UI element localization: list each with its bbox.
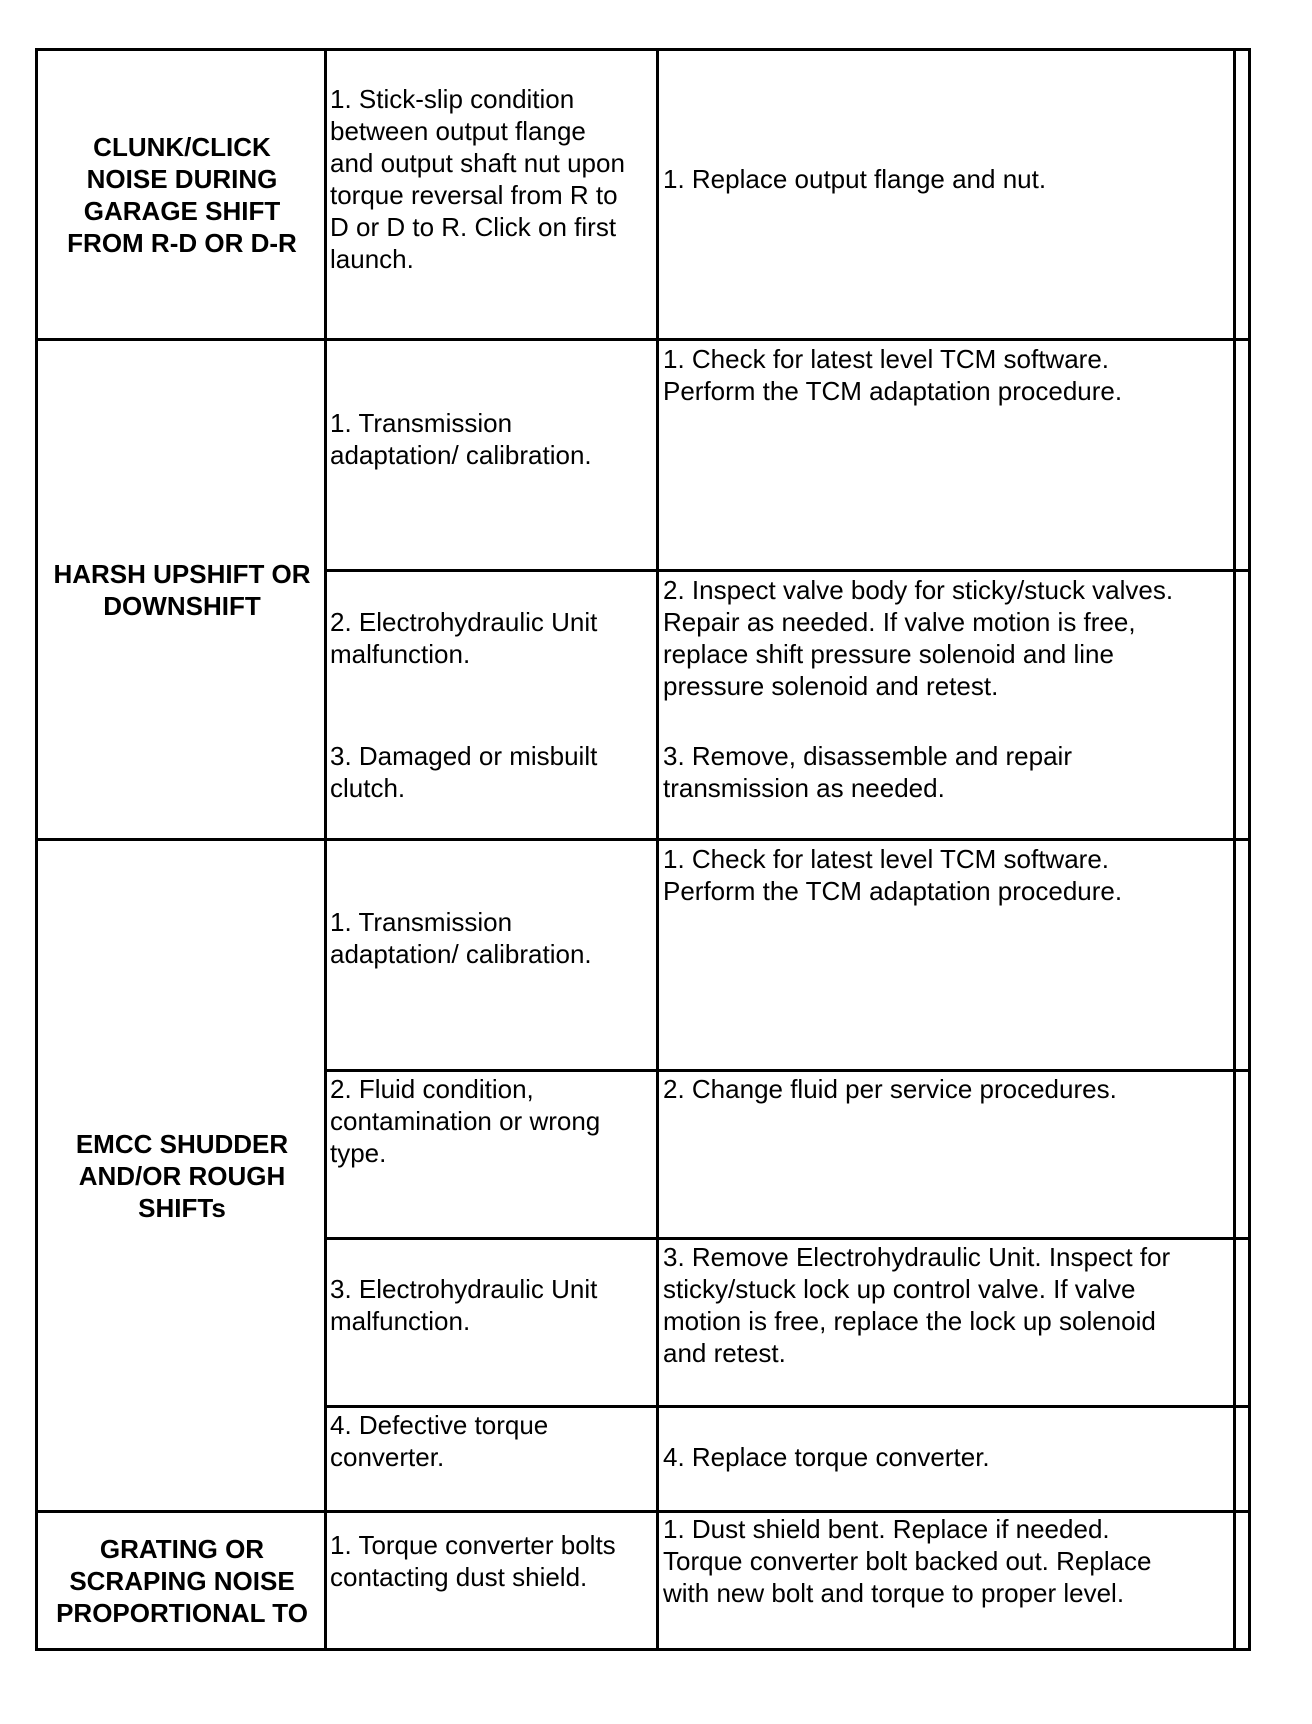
correction-text: 1. Dust shield bent. Replace if needed. Torque converter bolt backed out. Replace with new bolt and torque to proper level. [663,1514,1152,1608]
sub-row-divider [324,1069,1248,1072]
cause-cell [330,83,658,275]
symptom-text: CLUNK/CLICK NOISE DURING GARAGE SHIFT FROM R-D OR D-R [67,131,297,258]
correction-cell [663,1073,1263,1105]
cause-cell [330,1409,658,1473]
cause-cell [330,740,658,804]
symptom-text: HARSH UPSHIFT OR DOWNSHIFT [53,558,311,621]
cause-text: 1. Torque converter bolts contacting dust shield. [330,1530,616,1592]
symptom-cell [38,51,326,338]
cause-text: 4. Defective torque converter. [330,1410,549,1472]
symptom-text: EMCC SHUDDER AND/OR ROUGH SHIFTs [75,1128,289,1223]
cause-text: 1. Transmission adaptation/ calibration. [330,907,592,969]
correction-text: 3. Remove Electrohydraulic Unit. Inspect for sticky/stuck lock up control valve. If valve motion is free, replace the lock up solenoid and retest. [663,1242,1171,1368]
cause-cell [330,606,658,670]
correction-cell [663,343,1263,407]
correction-cell [663,574,1263,702]
cause-cell [330,407,658,471]
correction-text: 4. Replace torque converter. [663,1442,990,1472]
correction-text: 1. Replace output flange and nut. [663,164,1047,194]
correction-text: 2. Change fluid per service procedures. [663,1074,1117,1104]
correction-text: 1. Check for latest level TCM software. Perform the TCM adaptation procedure. [663,344,1123,406]
cause-text: 2. Electrohydraulic Unit malfunction. [330,607,598,669]
correction-cell [663,1441,1263,1473]
cause-cell [330,906,658,970]
symptom-cell [38,1513,326,1648]
cause-text: 1. Transmission adaptation/ calibration. [330,408,592,470]
cause-text: 2. Fluid condition, contamination or wrong type. [330,1074,601,1168]
correction-cell [663,163,1263,195]
correction-text: 2. Inspect valve body for sticky/stuck valves. Repair as needed. If valve motion is free, replace shift pressure solenoid and line pressure solenoid and retest. [663,575,1174,701]
sub-row-divider [324,1237,1248,1240]
symptom-cell [38,841,326,1510]
cause-text: 3. Damaged or misbuilt clutch. [330,741,598,803]
correction-text: 1. Check for latest level TCM software. Perform the TCM adaptation procedure. [663,844,1123,906]
cause-cell [330,1529,658,1593]
correction-cell [663,843,1263,907]
cause-cell [330,1273,658,1337]
correction-cell [663,1513,1263,1609]
sub-row-divider [324,569,1248,572]
correction-cell [663,1241,1263,1369]
sub-row-divider [324,1405,1248,1408]
cause-text: 1. Stick-slip condition between output flange and output shaft nut upon torque reversal from R to D or D to R. Click on first launch. [330,84,625,274]
correction-cell [663,740,1263,804]
cause-text: 3. Electrohydraulic Unit malfunction. [330,1274,598,1336]
symptom-text: GRATING OR SCRAPING NOISE PROPORTIONAL TO [56,1533,308,1628]
diagnosis-table [35,48,1251,1651]
cause-cell [330,1073,658,1169]
correction-text: 3. Remove, disassemble and repair transmission as needed. [663,741,1072,803]
symptom-cell [38,341,326,838]
